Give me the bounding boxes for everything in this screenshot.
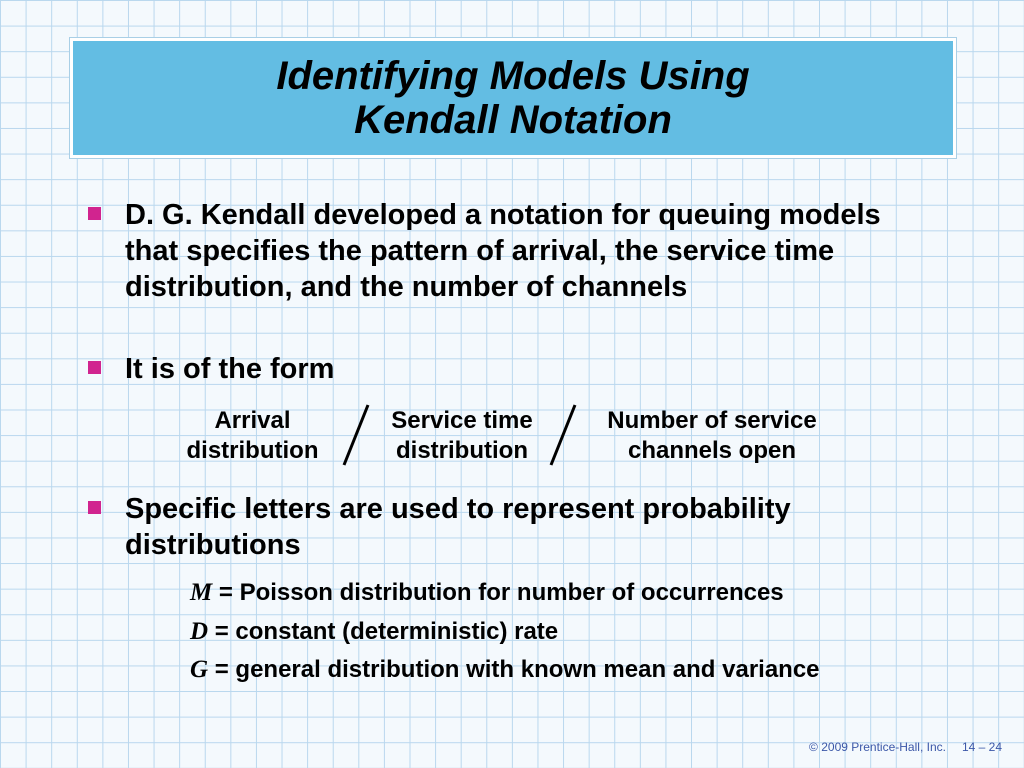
form-service-distribution xyxy=(372,406,552,466)
title-banner xyxy=(70,38,956,158)
form-label: Arrival xyxy=(214,407,291,434)
bullet-text: It is of the form xyxy=(125,353,335,385)
bullet-form xyxy=(88,351,918,387)
slide-title-line-2: Kendall Notation xyxy=(354,98,672,142)
copyright-notice: © 2009 Prentice-Hall, Inc. xyxy=(809,740,946,754)
form-arrival-distribution xyxy=(170,406,335,466)
definition-text: = general distribution with known mean and variance xyxy=(208,656,820,683)
slide-title-line-1: Identifying Models Using xyxy=(276,54,750,98)
definition-symbol: G xyxy=(190,656,209,683)
form-service-channels xyxy=(582,406,842,466)
form-label: distribution xyxy=(396,437,528,464)
definition-symbol: D xyxy=(190,618,209,645)
form-label: Number of service xyxy=(607,407,817,434)
bullet-text: Specific letters are used to represent probability distributions xyxy=(125,493,791,561)
definition-m xyxy=(190,578,784,608)
form-label: channels open xyxy=(627,437,797,464)
separator-slash-icon xyxy=(545,403,581,467)
square-bullet-icon xyxy=(88,501,101,514)
square-bullet-icon xyxy=(88,361,101,374)
page-number: 14 – 24 xyxy=(961,740,1002,754)
bullet-kendall-notation xyxy=(88,197,918,305)
form-label: distribution xyxy=(186,437,319,464)
definition-text: = Poisson distribution for number of occurrences xyxy=(212,579,784,606)
slide-footer xyxy=(809,740,1002,754)
square-bullet-icon xyxy=(88,207,101,220)
bullet-specific-letters xyxy=(88,491,918,563)
definition-g xyxy=(190,655,820,685)
separator-slash-icon xyxy=(338,403,374,467)
definition-symbol: M xyxy=(190,579,213,606)
definition-text: = constant (deterministic) rate xyxy=(208,618,559,645)
form-label: Service time xyxy=(391,407,533,434)
bullet-text: D. G. Kendall developed a notation for queuing models that specifies the pattern of arrival, the service time distribution, and the number of channels xyxy=(125,199,881,303)
definition-d xyxy=(190,617,558,647)
